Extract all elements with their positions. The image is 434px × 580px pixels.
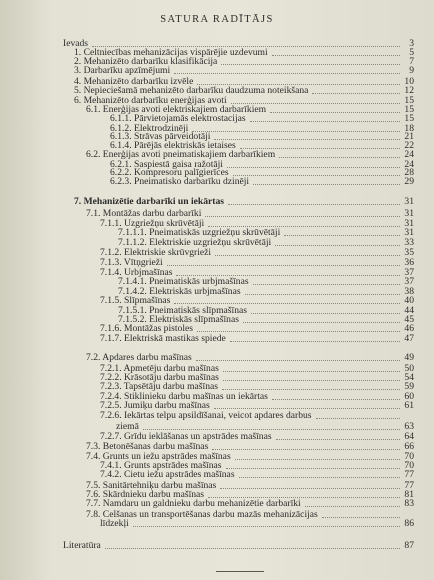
toc-entry-page: 31 bbox=[404, 227, 414, 238]
toc-entry-label: 7.4. Grunts un iežu apstrādes mašīnas bbox=[86, 451, 231, 462]
dot-leader bbox=[133, 525, 400, 527]
toc-entry-page: 28 bbox=[404, 167, 414, 178]
toc-entry-label: 6.1.3. Strāvas pārveidotāji bbox=[110, 131, 211, 142]
toc-entry-page: 77 bbox=[404, 469, 414, 480]
toc-entry-label: 6.1.1. Pārvietojamās elektrostacijas bbox=[110, 113, 246, 124]
toc-entry bbox=[86, 352, 414, 363]
toc-entry-label: 4. Mehanizēto darbarīku izvēle bbox=[74, 76, 194, 87]
toc-entry-label: 5. Nepieciešamā mehanizēto darbarīku daudzuma noteikšana bbox=[74, 85, 309, 96]
dot-leader bbox=[174, 72, 400, 74]
dot-leader bbox=[222, 388, 400, 390]
dot-leader bbox=[215, 254, 400, 256]
toc-entry-page: 35 bbox=[404, 247, 414, 258]
dot-leader bbox=[105, 547, 400, 549]
toc-entry-page: 31 bbox=[404, 218, 414, 229]
toc-entry-page: 61 bbox=[404, 400, 414, 411]
toc-entry bbox=[63, 540, 414, 551]
toc-entry-label: 7.2.7. Grīdu ieklāšanas un apstrādes mašīnas bbox=[100, 431, 272, 442]
toc-entry-page: 22 bbox=[404, 140, 414, 151]
toc-entry-label: 7.2. Apdares darbu mašīnas bbox=[86, 352, 192, 363]
toc-entry-label: 7.2.5. Jumiķu darbu mašīnas bbox=[100, 400, 210, 411]
toc-entry-label: 6.1.2. Elektrodzinēji bbox=[110, 123, 189, 134]
dot-leader bbox=[196, 359, 400, 361]
toc-entry bbox=[100, 333, 414, 344]
toc-entry-page: 38 bbox=[404, 286, 414, 297]
toc-entry-label: ziemā bbox=[116, 421, 139, 432]
toc-entry-page: 70 bbox=[404, 460, 414, 471]
toc-entry-label: 6.2. Enerģijas avoti pneimatiskajiem darbarīkiem bbox=[86, 149, 276, 160]
dot-leader bbox=[214, 407, 400, 409]
toc-entry-label: 7.1.5.1. Pneimatiskās slīpmašīnas bbox=[118, 305, 247, 316]
toc-entry-page: 15 bbox=[404, 113, 414, 124]
toc-entry-label: 7.6. Skārdnieku darbu mašīnas bbox=[86, 489, 205, 500]
toc-entry-label: 7. Mehanizētie darbarīki un iekārtas bbox=[74, 196, 225, 207]
toc-entry-page: 15 bbox=[404, 95, 414, 106]
toc-entry-page: 3 bbox=[409, 38, 414, 49]
toc-entry-page: 24 bbox=[404, 149, 414, 160]
toc-entry-page: 24 bbox=[404, 159, 414, 170]
toc-entry-label: 7.2.3. Tapsētāju darbu mašīnas bbox=[100, 381, 218, 392]
toc-entry-page: 29 bbox=[404, 176, 414, 187]
toc-entry-page: 44 bbox=[404, 305, 414, 316]
dot-leader bbox=[253, 283, 400, 285]
dot-leader bbox=[239, 476, 400, 478]
toc-entry-page: 33 bbox=[404, 237, 414, 248]
dot-leader bbox=[312, 92, 400, 94]
toc-entry-page: 37 bbox=[404, 276, 414, 287]
dot-leader bbox=[228, 203, 400, 205]
toc-entry-label: 7.1.5. Slīpmašīnas bbox=[100, 295, 171, 306]
toc-entry-page: 36 bbox=[404, 257, 414, 268]
dot-leader bbox=[279, 156, 400, 158]
toc-entry-label: 7.1.7. Elektriskā mastikas spiede bbox=[100, 333, 226, 344]
dot-leader bbox=[276, 438, 400, 440]
dot-leader bbox=[197, 330, 400, 332]
toc-entry-label: 6.2.2. Kompresoru palīgierīces bbox=[110, 167, 229, 178]
toc-entry-page: 31 bbox=[404, 208, 414, 219]
toc-entry-label: 7.2.1. Apmetēju darbu mašīnas bbox=[100, 363, 219, 374]
toc-entry bbox=[100, 518, 414, 529]
toc-entry-label: 7.2.4. Stiklinieku darbu mašīnas un iekārtas bbox=[100, 391, 268, 402]
toc-entry-page: 45 bbox=[404, 314, 414, 325]
toc-entry bbox=[100, 410, 414, 421]
dot-leader bbox=[230, 340, 400, 342]
toc-entry-page: 81 bbox=[404, 489, 414, 500]
toc-entry bbox=[110, 176, 414, 187]
toc-entry-label: 7.1.1. Uzgriežņu skrūvētāji bbox=[100, 218, 205, 229]
toc-entry-page: 15 bbox=[404, 104, 414, 115]
toc-entry-page: 54 bbox=[404, 372, 414, 383]
toc-entry-page: 21 bbox=[404, 131, 414, 142]
toc-entry-page: 64 bbox=[404, 431, 414, 442]
toc-entry-label: 6.1. Enerģijas avoti elektriskajiem darbarīkiem bbox=[86, 104, 267, 115]
toc-entry-page: 10 bbox=[404, 76, 414, 87]
dot-leader bbox=[275, 244, 400, 246]
toc-entry-label: 7.1.2. Elektriskie skrūvgrieži bbox=[100, 247, 212, 258]
toc-entry-label: 7.2.6. Iekārtas telpu apsildīšanai, veicot apdares darbus bbox=[100, 410, 312, 421]
dot-leader bbox=[250, 120, 400, 122]
bottom-rule bbox=[216, 571, 264, 572]
toc-entry-label: 6.2.1. Saspiestā gaisa ražotāji bbox=[110, 159, 223, 170]
toc-entry-label: 7.4.1. Grunts apstrādes mašīnas bbox=[100, 460, 222, 471]
toc-entry-page: 70 bbox=[404, 451, 414, 462]
dot-leader bbox=[212, 448, 400, 450]
toc-entry-label: 7.7. Namdaru un galdnieku darbu mehanizētie darbarīki bbox=[86, 498, 301, 509]
toc-entry bbox=[100, 469, 414, 480]
toc-entry-page: 87 bbox=[404, 540, 414, 551]
toc-entry-label: 6.2.3. Pneimatisko darbarīku dzinēji bbox=[110, 176, 250, 187]
toc-entry-label: 7.1.5.2. Elektriskās slīpmašīnas bbox=[118, 314, 239, 325]
toc-entry-page: 40 bbox=[404, 295, 414, 306]
toc-entry-page: 31 bbox=[404, 196, 414, 207]
dot-leader bbox=[143, 428, 400, 430]
toc-entry-page: 9 bbox=[409, 65, 414, 76]
dot-leader bbox=[167, 264, 400, 266]
dot-leader bbox=[253, 183, 400, 185]
toc-entry-label: 7.1.6. Montāžas pistoles bbox=[100, 323, 193, 334]
toc-entry bbox=[86, 498, 414, 509]
toc-entry-page: 18 bbox=[404, 123, 414, 134]
toc-entry-label: 7.5. Sanitārtehniķu darbu mašīnas bbox=[86, 480, 217, 491]
toc-entry-page: 60 bbox=[404, 391, 414, 402]
dot-leader bbox=[305, 505, 400, 507]
toc-entry-label: 7.1.4.1. Pneimatiskās urbjmašīnas bbox=[118, 276, 249, 287]
toc-entry-label: 7.1.4. Urbjmašīnas bbox=[100, 267, 173, 278]
toc-entry-label: 3. Darbarīku apzīmējumi bbox=[74, 65, 171, 76]
toc-entry bbox=[74, 196, 414, 207]
toc-entry bbox=[74, 65, 414, 76]
toc-entry-page: 77 bbox=[404, 480, 414, 491]
toc-entry-page: 59 bbox=[404, 381, 414, 392]
toc-entry-page: 12 bbox=[404, 85, 414, 96]
toc-entry-page: 37 bbox=[404, 267, 414, 278]
toc-entry-label: 7.8. Celšanas un transportēšanas darbu mazās mehanizācijas bbox=[86, 509, 318, 520]
toc-entry-label: 7.1.4.2. Elektriskās urbjmašīnas bbox=[118, 286, 241, 297]
toc-entry-page: 46 bbox=[404, 323, 414, 334]
toc-entry-label: 7.2.2. Krāsotāju darbu mašīnas bbox=[100, 372, 219, 383]
toc-entry-page: 63 bbox=[404, 421, 414, 432]
toc-entry-label: 6.1.4. Pārējās elektriskās ietaises bbox=[110, 140, 236, 151]
toc-entry-label: līdzekļi bbox=[100, 518, 129, 529]
toc-entry-label: 7.1.1.1. Pneimatiskās uzgriežņu skrūvētāji bbox=[118, 227, 281, 238]
toc-entry-label: 7.1.3. Vītņgrieži bbox=[100, 257, 163, 268]
toc-entry-page: 7 bbox=[409, 56, 414, 67]
toc-entry-label: Ievads bbox=[63, 38, 89, 49]
page-title: SATURA RADĪTĀJS bbox=[160, 14, 274, 25]
toc-entry-label: 7.3. Betonēšanas darbu mašīnas bbox=[86, 441, 209, 452]
toc-entry-page: 47 bbox=[404, 333, 414, 344]
toc-entry-label: 1. Celtniecības mehanizācijas vispārējie uzdevumi bbox=[74, 47, 268, 58]
dot-leader bbox=[174, 302, 400, 304]
toc-entry-page: 66 bbox=[404, 441, 414, 452]
dot-leader bbox=[316, 417, 400, 419]
dot-leader bbox=[205, 215, 400, 217]
toc-entry-label: 6. Mehanizēto darbarīku enerģijas avoti bbox=[74, 95, 227, 106]
toc-entry-page: 49 bbox=[404, 352, 414, 363]
toc-entry-page: 86 bbox=[404, 518, 414, 529]
toc-entry-label: 7.1.1.2. Elektriskie uzgriežņu skrūvētāji bbox=[118, 237, 272, 248]
toc-entry-label: 7.1. Montāžas darbu darbarīki bbox=[86, 208, 202, 219]
toc-entry-page: 83 bbox=[404, 498, 414, 509]
toc-entry-label: Literatūra bbox=[63, 540, 101, 551]
toc-entry-label: 2. Mehanizēto darbarīku klasifikācija bbox=[74, 56, 218, 67]
dot-leader bbox=[284, 234, 400, 236]
toc-entry-page: 50 bbox=[404, 363, 414, 374]
toc-entry-label: 7.4.2. Cietu iežu apstrādes mašīnas bbox=[100, 469, 235, 480]
toc-entry-page: 5 bbox=[409, 47, 414, 58]
